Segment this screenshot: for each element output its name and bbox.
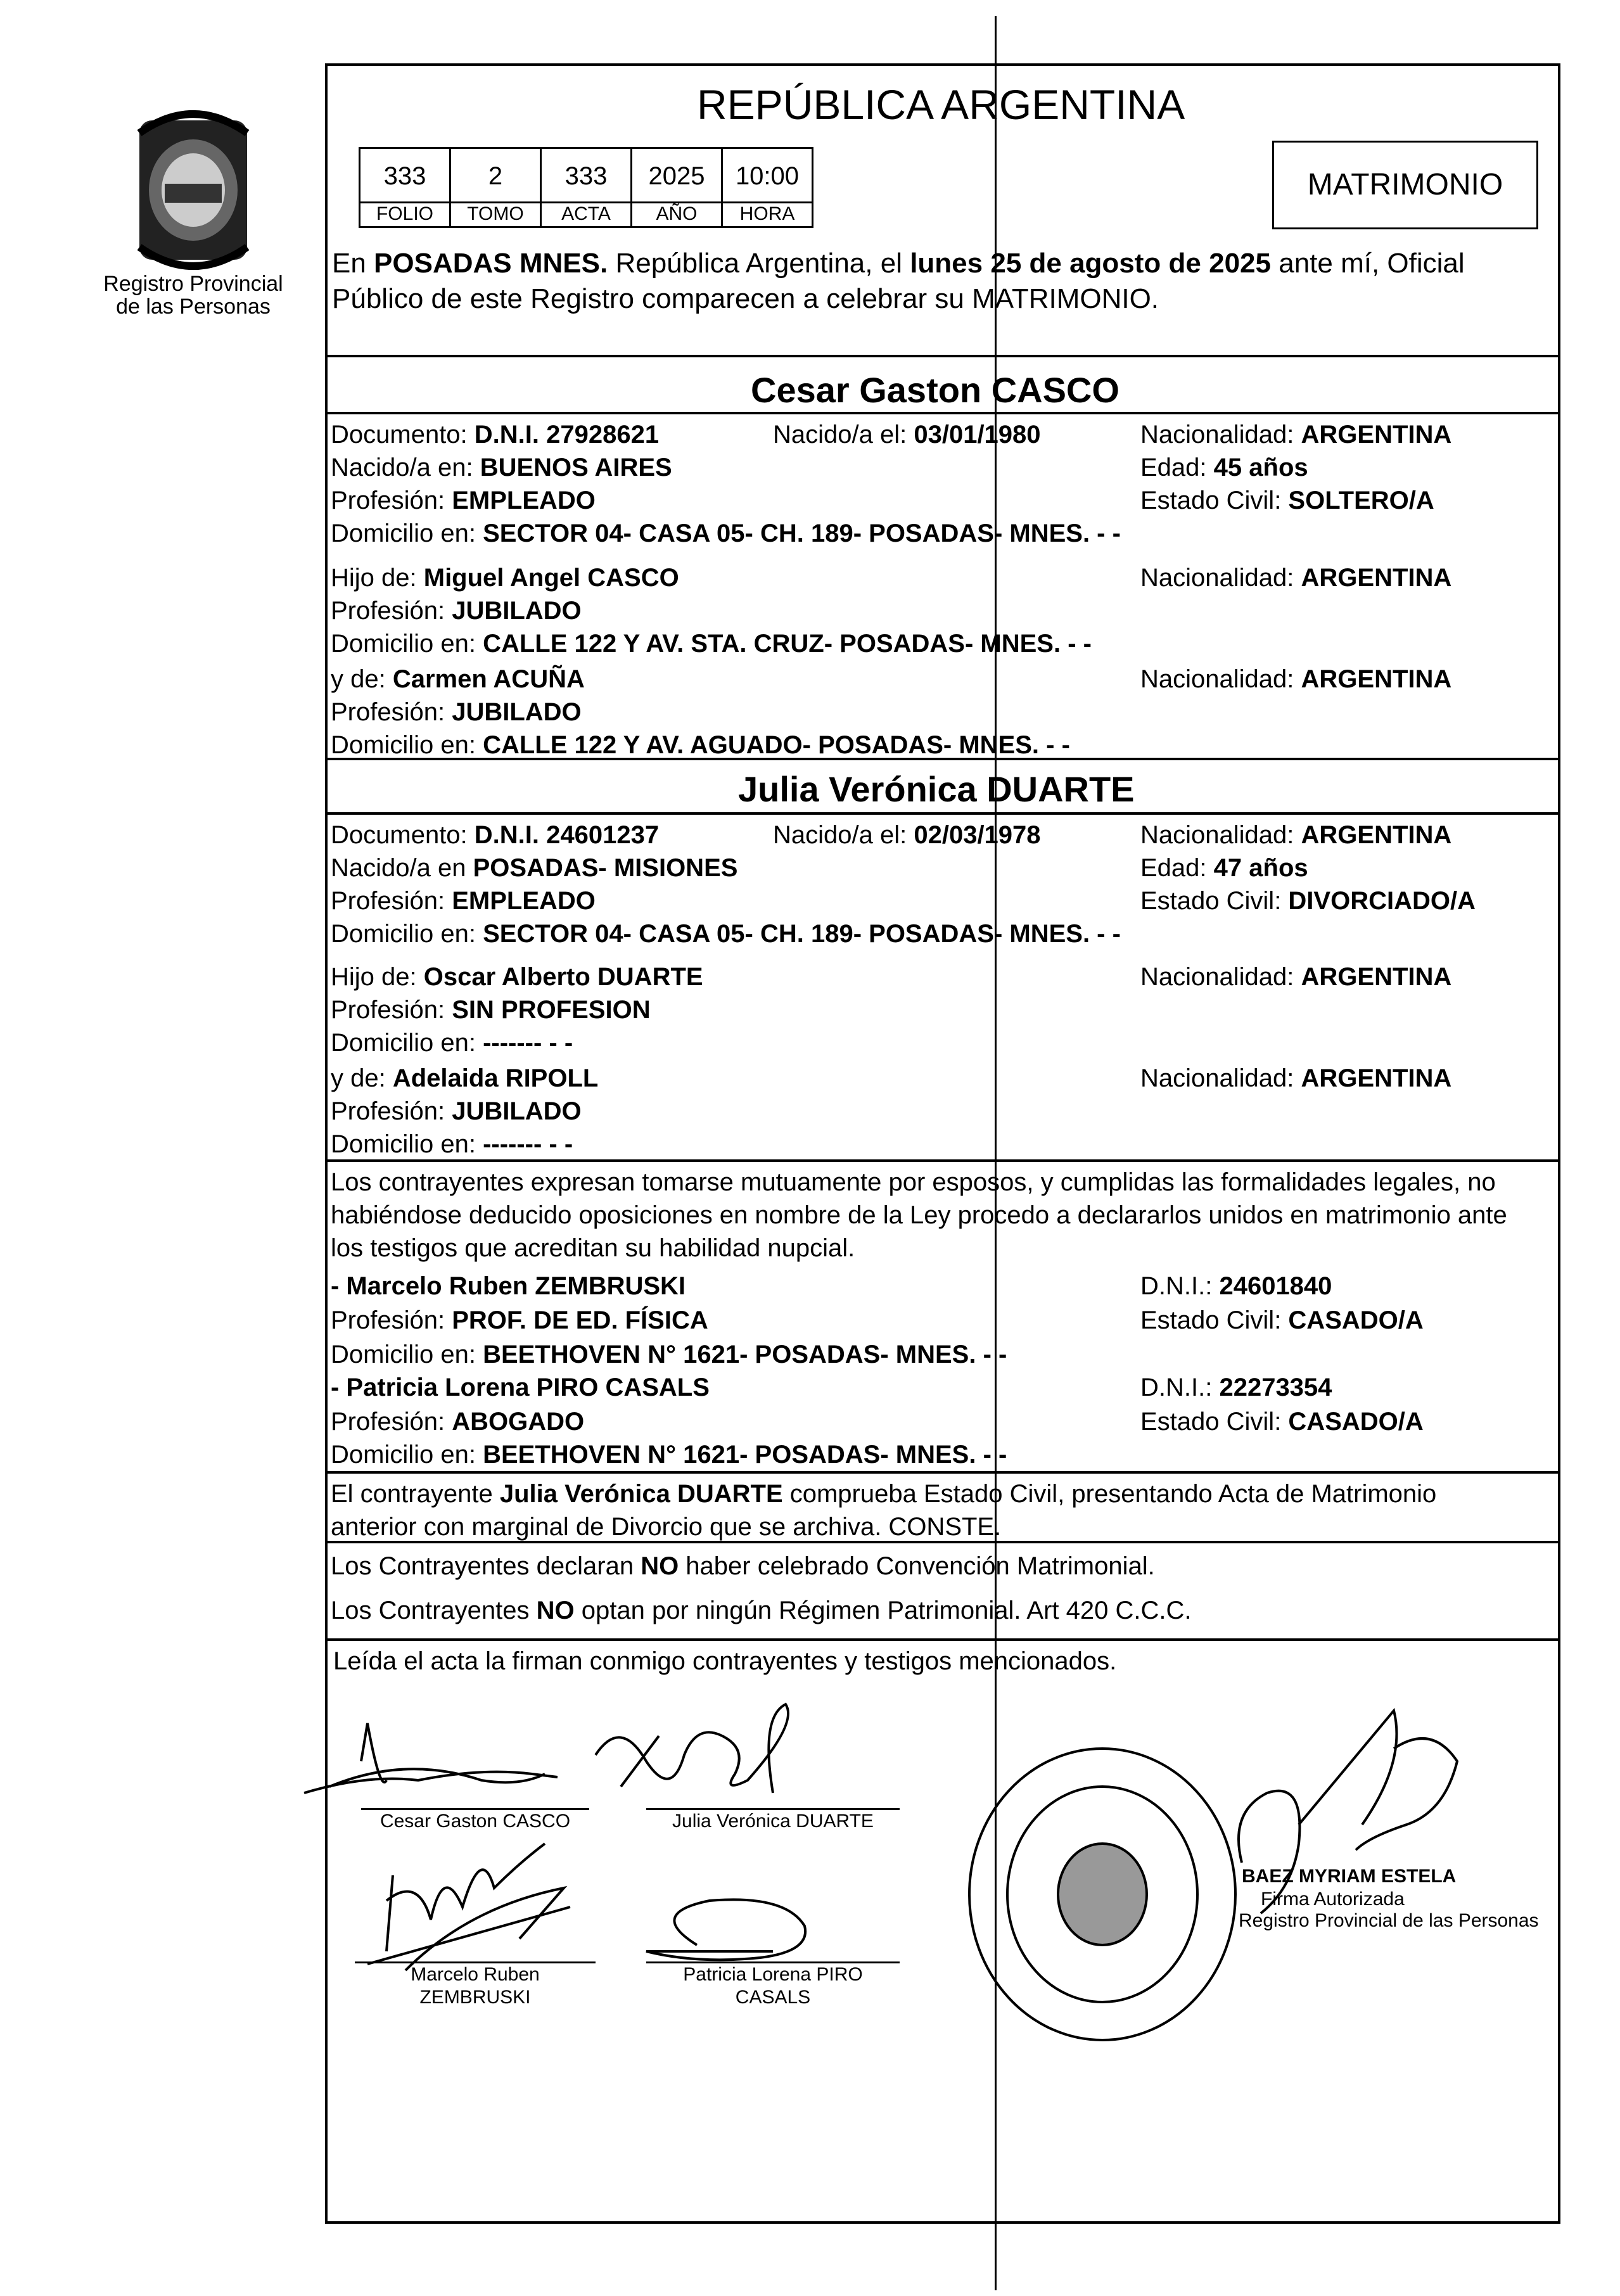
- ceremony-line3: los testigos que acreditan su habilidad nupcial.: [331, 1234, 855, 1262]
- value: SECTOR 04- CASA 05- CH. 189- POSADAS- MNES. - -: [483, 520, 1121, 547]
- page-title: REPÚBLICA ARGENTINA: [697, 81, 1185, 128]
- label: D.N.I.:: [1140, 1272, 1220, 1300]
- value: 03/01/1980: [914, 421, 1041, 449]
- year-label: AÑO: [632, 201, 721, 226]
- spouse2-civil: [1140, 884, 1476, 917]
- intro-line2: Público de este Registro comparecen a celebrar su MATRIMONIO.: [332, 283, 1159, 314]
- spouse1-nat: [1140, 418, 1451, 451]
- value: D.N.I. 24601237: [474, 821, 660, 849]
- spouse2-name: Julia Verónica DUARTE: [738, 769, 1135, 809]
- witness2-civil: [1140, 1405, 1424, 1438]
- value: JUBILADO: [452, 1097, 582, 1125]
- declaration-1: [331, 1550, 1155, 1583]
- value: DIVORCIADO/A: [1288, 887, 1476, 915]
- divider: [325, 412, 1560, 414]
- witness2-dni: [1140, 1371, 1332, 1404]
- tomo-field: [449, 147, 542, 228]
- spouse2-father-nat: [1140, 960, 1451, 993]
- value: EMPLEADO: [452, 487, 596, 514]
- spouse1-doc: [331, 418, 659, 451]
- spouse2-age: [1140, 851, 1308, 884]
- tomo-value: 2: [488, 162, 503, 190]
- official-title: Firma Autorizada: [1261, 1889, 1405, 1910]
- spouse2-father-prof: [331, 993, 651, 1026]
- note-line2: anterior con marginal de Divorcio que se archiva. CONSTE.: [331, 1513, 1002, 1541]
- tomo-label: TOMO: [451, 201, 540, 226]
- divider: [325, 1638, 1560, 1641]
- value: 47 años: [1213, 854, 1308, 882]
- folio-value: 333: [383, 162, 426, 190]
- value: 02/03/1978: [914, 821, 1041, 849]
- witness2-name: - Patricia Lorena PIRO CASALS: [331, 1374, 710, 1401]
- label: Estado Civil:: [1140, 487, 1289, 514]
- label: Hijo de:: [331, 963, 424, 991]
- time-label: HORA: [723, 201, 812, 226]
- spouse2-father-dom: [331, 1026, 573, 1059]
- label: y de:: [331, 665, 393, 693]
- label: Nacionalidad:: [1140, 421, 1301, 449]
- spouse2-dom: [331, 917, 1121, 950]
- label: Profesión:: [331, 597, 452, 625]
- declaration-2: [331, 1594, 1192, 1627]
- label: Profesión:: [331, 1097, 452, 1125]
- value: ARGENTINA: [1301, 963, 1452, 991]
- value: ARGENTINA: [1301, 665, 1452, 693]
- spouse1-dom: [331, 517, 1121, 550]
- logo-line2: de las Personas: [116, 295, 271, 319]
- label: Hijo de:: [331, 564, 424, 592]
- divider: [325, 355, 1560, 357]
- text: NO: [641, 1552, 679, 1580]
- witness2-prof: [331, 1405, 584, 1438]
- value: ABOGADO: [452, 1408, 585, 1436]
- label: Profesión:: [331, 1306, 452, 1334]
- witness1-dni: [1140, 1270, 1332, 1303]
- spouse1-age: [1140, 451, 1308, 484]
- spouse2-born: [773, 819, 1041, 851]
- spouse1-mother: [331, 663, 585, 696]
- spouse1-name: Cesar Gaston CASCO: [751, 370, 1119, 410]
- spouse1-mother-nat: [1140, 663, 1451, 696]
- witness1-prof: [331, 1304, 708, 1337]
- label: Edad:: [1140, 854, 1214, 882]
- value: ARGENTINA: [1301, 821, 1452, 849]
- year-field: [630, 147, 723, 228]
- spouse2-mother-prof: [331, 1095, 582, 1128]
- witness1-dom: [331, 1338, 1007, 1371]
- label: Profesión:: [331, 1408, 452, 1436]
- spouse2-prof: [331, 884, 596, 917]
- official-name: BAEZ MYRIAM ESTELA: [1242, 1866, 1457, 1887]
- label: Nacionalidad:: [1140, 564, 1301, 592]
- label: Profesión:: [331, 698, 452, 726]
- spouse1-civil: [1140, 484, 1434, 517]
- record-type-box: MATRIMONIO: [1272, 141, 1538, 229]
- spouse2-born-in: [331, 851, 737, 884]
- official-org: Registro Provincial de las Personas: [1239, 1910, 1539, 1931]
- spouse1-born-in: [331, 451, 672, 484]
- intro-date: lunes 25 de agosto de 2025: [910, 248, 1271, 279]
- value: ARGENTINA: [1301, 564, 1452, 592]
- value: PROF. DE ED. FÍSICA: [452, 1306, 708, 1334]
- intro-place: POSADAS MNES.: [374, 248, 608, 279]
- spouse2-mother: [331, 1062, 598, 1095]
- value: D.N.I. 27928621: [474, 421, 660, 449]
- time-value: 10:00: [735, 162, 800, 190]
- spouse1-father-prof: [331, 594, 582, 627]
- value: Adelaida RIPOLL: [392, 1064, 599, 1092]
- label: Domicilio en:: [331, 630, 483, 658]
- value: ARGENTINA: [1301, 421, 1452, 449]
- label: Domicilio en:: [331, 520, 483, 547]
- note-name: Julia Verónica DUARTE: [499, 1480, 783, 1508]
- label: Nacido/a el:: [773, 821, 914, 849]
- value: JUBILADO: [452, 597, 582, 625]
- spouse2-doc: [331, 819, 659, 851]
- text: Los Contrayentes declaran: [331, 1552, 641, 1580]
- acta-value: 333: [564, 162, 608, 190]
- note-line1: [331, 1477, 1436, 1510]
- text: Los Contrayentes: [331, 1597, 537, 1624]
- signature-name-2: Julia Verónica DUARTE: [672, 1811, 874, 1832]
- text: optan por ningún Régimen Patrimonial. Art 420 C.C.C.: [574, 1597, 1192, 1624]
- spouse1-mother-dom: [331, 729, 1070, 762]
- signature-name-4b: CASALS: [735, 1987, 811, 2008]
- value: SOLTERO/A: [1288, 487, 1434, 514]
- signature-name-4a: Patricia Lorena PIRO: [683, 1964, 863, 1985]
- acta-label: ACTA: [542, 201, 630, 226]
- spouse2-nat: [1140, 819, 1451, 851]
- spouse2-father: [331, 960, 703, 993]
- text: haber celebrado Convención Matrimonial.: [679, 1552, 1155, 1580]
- value: BEETHOVEN N° 1621- POSADAS- MNES. - -: [483, 1441, 1007, 1469]
- label: Edad:: [1140, 454, 1214, 482]
- label: Documento:: [331, 821, 475, 849]
- note-text: El contrayente: [331, 1480, 500, 1508]
- witness2-dom: [331, 1438, 1007, 1471]
- value: JUBILADO: [452, 698, 582, 726]
- label: Estado Civil:: [1140, 1306, 1289, 1334]
- value: EMPLEADO: [452, 887, 596, 915]
- intro-text: En: [332, 248, 374, 279]
- signature-name-1: Cesar Gaston CASCO: [379, 1811, 571, 1832]
- value: CASADO/A: [1288, 1408, 1424, 1436]
- value: CALLE 122 Y AV. AGUADO- POSADAS- MNES. - -: [483, 731, 1070, 759]
- label: Domicilio en:: [331, 920, 483, 948]
- label: Estado Civil:: [1140, 887, 1289, 915]
- label: Nacionalidad:: [1140, 1064, 1301, 1092]
- value: SECTOR 04- CASA 05- CH. 189- POSADAS- MNES. - -: [483, 920, 1121, 948]
- note-text: comprueba Estado Civil, presentando Acta de Matrimonio: [782, 1480, 1437, 1508]
- value: BEETHOVEN N° 1621- POSADAS- MNES. - -: [483, 1341, 1007, 1368]
- label: Domicilio en:: [331, 1441, 483, 1469]
- value: CASADO/A: [1288, 1306, 1424, 1334]
- value: 24601840: [1219, 1272, 1332, 1300]
- folio-field: [359, 147, 451, 228]
- time-field: [721, 147, 813, 228]
- label: Nacido/a el:: [773, 421, 914, 449]
- spouse2-mother-nat: [1140, 1062, 1451, 1095]
- closing-text: Leída el acta la firman conmigo contrayentes y testigos mencionados.: [333, 1647, 1117, 1675]
- label: Nacionalidad:: [1140, 963, 1301, 991]
- value: POSADAS- MISIONES: [473, 854, 738, 882]
- intro-text: República Argentina, el: [608, 248, 910, 279]
- spouse2-mother-dom: [331, 1128, 573, 1161]
- label: Nacionalidad:: [1140, 821, 1301, 849]
- label: Profesión:: [331, 487, 452, 514]
- witness1-name: - Marcelo Ruben ZEMBRUSKI: [331, 1272, 686, 1300]
- label: Profesión:: [331, 887, 452, 915]
- label: Nacido/a en:: [331, 454, 480, 482]
- label: Documento:: [331, 421, 475, 449]
- spouse1-mother-prof: [331, 696, 582, 729]
- value: ------- - -: [483, 1130, 573, 1158]
- intro-line1: [332, 246, 1465, 281]
- year-value: 2025: [648, 162, 705, 190]
- folio-label: FOLIO: [360, 201, 449, 226]
- intro-text: ante mí, Oficial: [1271, 248, 1465, 279]
- value: Carmen ACUÑA: [392, 665, 585, 693]
- value: SIN PROFESION: [452, 996, 651, 1024]
- label: Profesión:: [331, 996, 452, 1024]
- label: D.N.I.:: [1140, 1374, 1220, 1401]
- spouse1-father-nat: [1140, 561, 1451, 594]
- acta-field: [540, 147, 632, 228]
- value: ------- - -: [483, 1029, 573, 1057]
- divider: [325, 812, 1560, 815]
- province-seal-icon: [114, 95, 272, 285]
- label: y de:: [331, 1064, 393, 1092]
- value: Miguel Angel CASCO: [423, 564, 679, 592]
- value: 22273354: [1219, 1374, 1332, 1401]
- value: CALLE 122 Y AV. STA. CRUZ- POSADAS- MNES. - -: [483, 630, 1092, 658]
- label: Domicilio en:: [331, 1029, 483, 1057]
- ceremony-line2: habiéndose deducido oposiciones en nombre de la Ley procedo a declararlos unidos en matrimonio ante: [331, 1201, 1507, 1229]
- signature-name-3b: ZEMBRUSKI: [419, 1987, 531, 2008]
- value: 45 años: [1213, 454, 1308, 482]
- label: Domicilio en:: [331, 731, 483, 759]
- label: Domicilio en:: [331, 1341, 483, 1368]
- label: Nacionalidad:: [1140, 665, 1301, 693]
- label: Nacido/a en: [331, 854, 473, 882]
- spouse1-father-dom: [331, 627, 1092, 660]
- logo-line1: Registro Provincial: [103, 272, 283, 296]
- witness1-civil: [1140, 1304, 1424, 1337]
- label: Domicilio en:: [331, 1130, 483, 1158]
- value: BUENOS AIRES: [480, 454, 672, 482]
- ceremony-line1: Los contrayentes expresan tomarse mutuamente por esposos, y cumplidas las formalidades legales, no: [331, 1168, 1496, 1196]
- spouse1-prof: [331, 484, 596, 517]
- spouse1-father: [331, 561, 679, 594]
- value: Oscar Alberto DUARTE: [423, 963, 703, 991]
- spouse1-born: [773, 418, 1041, 451]
- divider: [325, 1471, 1560, 1474]
- text: NO: [536, 1597, 575, 1624]
- value: ARGENTINA: [1301, 1064, 1452, 1092]
- signature-name-3a: Marcelo Ruben: [411, 1964, 540, 1985]
- label: Estado Civil:: [1140, 1408, 1289, 1436]
